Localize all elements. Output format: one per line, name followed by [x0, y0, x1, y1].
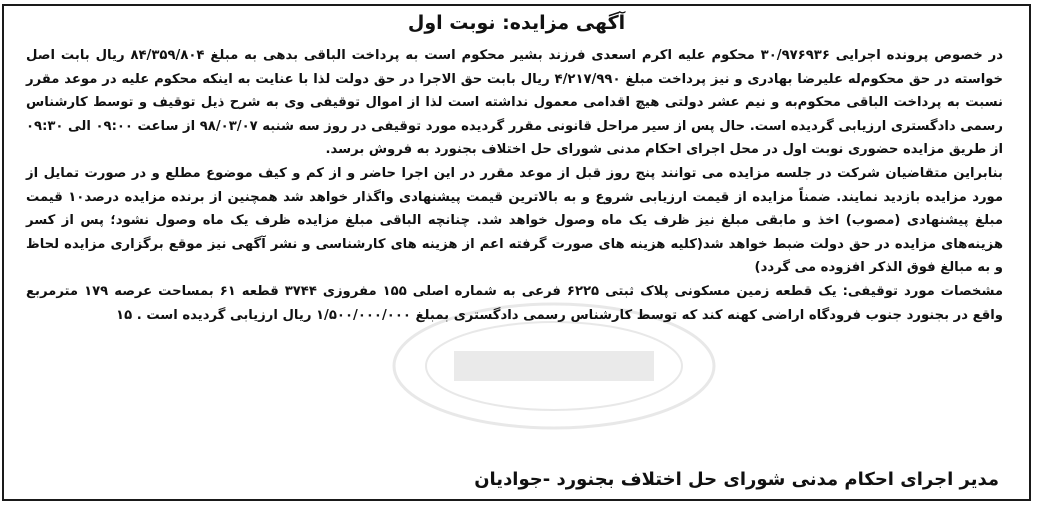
- notice-body: [26, 44, 1003, 327]
- notice-title: آگهی مزایده: نوبت اول: [407, 12, 626, 34]
- seized-item-specs: [26, 280, 1003, 327]
- notice-paragraph-case: در خصوص پرونده اجرایی ۳۰/۹۷۶۹۳۶ محکوم علیه اکرم اسعدی فرزند بشیر محکوم است به پرداخت الباقی بدهی به مبلغ ۸۴/۳۵۹/۸۰۴ ریال بابت اصل خواسته در حق محکوم‌له علیرضا بهادری و نیز پرداخت مبلغ ۴/۲۱۷/۹۹۰ ریال بابت حق الاجرا در حق دولت لذا با عنایت به اینکه محکوم علیه در موعد مقرر نسبت به پرداخت الباقی محکوم‌به و نیم عشر دولتی هیچ اقدامی معمول نداشته است لذا از اموال توقیفی وی به شرح ذیل توقیف و توسط کارشناس رسمی دادگستری ارزیابی گردیده است. حال پس از سیر مراحل قانونی مقرر گردیده مورد توقیفی در روز سه شنبه ۹۸/۰۳/۰۷ از ساعت ۰۹:۰۰ الی ۰۹:۳۰ از طریق مزایده حضوری نوبت اول در محل اجرای احکام مدنی شورای حل اختلاف بجنورد به فروش برسد.: [25, 48, 1004, 158]
- notice-paragraph-terms: بنابراین متقاضیان شرکت در جلسه مزایده می توانند پنج روز قبل از موعد مقرر در این اجرا حاضر و از کم و کیف موضوع مطلع و در صورت تمایل از مورد مزایده بازدید نمایند. ضمناً مزایده از قیمت ارزیابی شروع و به بالاترین قیمت پیشنهادی واگذار خواهد شد همچنین از برنده مزایده درصد۱۰ قیمت مبلغ پیشنهادی (مصوب) اخذ و مابقی مبلغ نیز ظرف یک ماه وصول خواهد شد. چنانچه الباقی مبلغ مزایده ظرف یک ماه وصول نشود؛ پس از کسر هزینه‌های مزایده در حق دولت ضبط خواهد شد(کلیه هزینه های صورت گرفته اعم از هزینه های کارشناسی و نشر آگهی نیز موقع برگزاری مزایده لحاظ و به مبالغ فوق الذکر افزوده می گردد): [26, 165, 1003, 276]
- notice-signature: مدیر اجرای احکام مدنی شورای حل اختلاف بجنورد -جوادیان: [474, 469, 999, 490]
- notice-frame: [2, 4, 1031, 501]
- seized-item-label: مشخصات مورد توقیفی:: [842, 283, 1004, 299]
- seized-item-description: یک قطعه زمین مسکونی پلاک ثبتی ۶۲۲۵ فرعی به شماره اصلی ۱۵۵ مفروزی ۳۷۴۴ قطعه ۶۱ بمساحت عرصه ۱۷۹ مترمربع واقع در بجنورد جنوب فرودگاه اراضی کهنه کند که توسط کارشناس رسمی دادگستری بمبلغ ۱/۵۰۰/۰۰۰/۰۰۰ ریال ارزیابی گردیده است . ۱۵: [26, 283, 1003, 323]
